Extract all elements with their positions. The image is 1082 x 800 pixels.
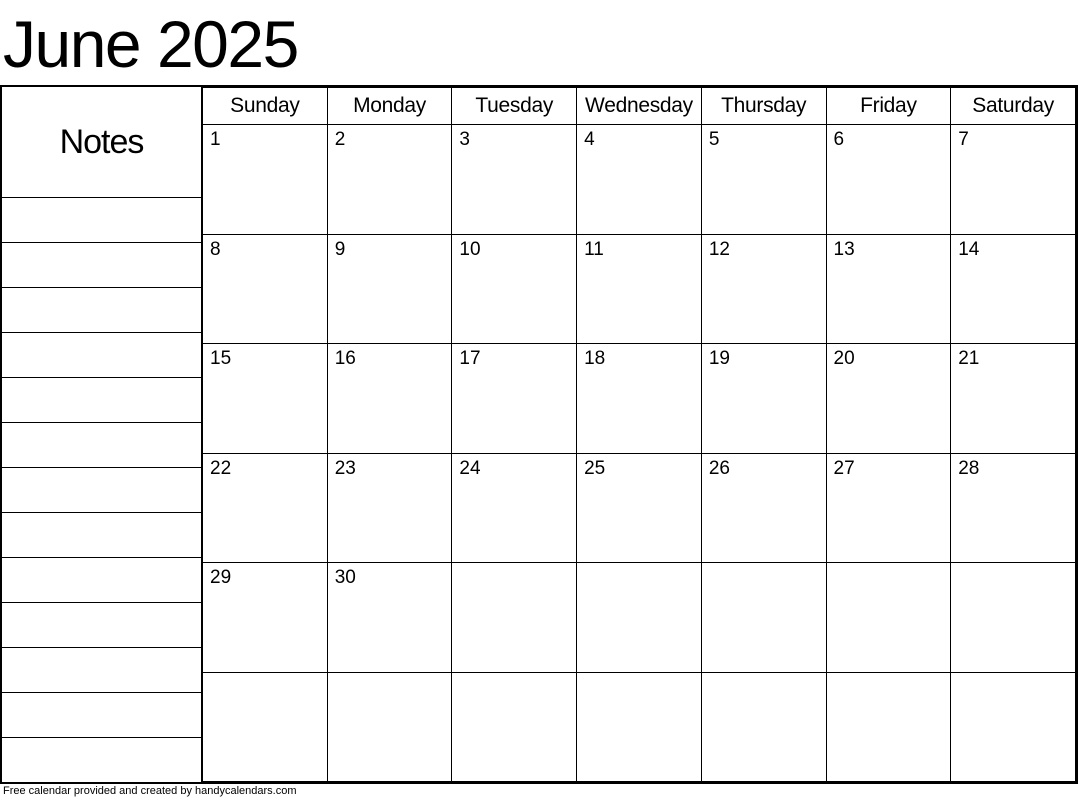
day-cell: 9 — [327, 234, 452, 344]
day-cell: 6 — [826, 125, 951, 235]
notes-ruled-line — [2, 648, 201, 693]
weekday-header-row — [203, 88, 1076, 125]
day-cell — [577, 563, 702, 673]
day-cell: 19 — [701, 344, 826, 454]
day-cell: 17 — [452, 344, 577, 454]
page-title: June 2025 — [3, 7, 298, 81]
day-cell: 27 — [826, 453, 951, 563]
day-cell: 7 — [951, 125, 1076, 235]
day-cell: 2 — [327, 125, 452, 235]
notes-ruled-line — [2, 738, 201, 782]
notes-ruled-line — [2, 333, 201, 378]
day-cell — [577, 672, 702, 782]
day-cell: 12 — [701, 234, 826, 344]
day-cell: 30 — [327, 563, 452, 673]
weekday-header-monday: Monday — [327, 88, 452, 125]
weekday-header-tuesday: Tuesday — [452, 88, 577, 125]
day-cell: 28 — [951, 453, 1076, 563]
notes-ruled-line — [2, 288, 201, 333]
day-cell — [327, 672, 452, 782]
day-cell — [452, 672, 577, 782]
weekday-header-wednesday: Wednesday — [577, 88, 702, 125]
day-cell: 13 — [826, 234, 951, 344]
day-cell — [826, 672, 951, 782]
day-cell: 23 — [327, 453, 452, 563]
notes-ruled-line — [2, 378, 201, 423]
day-cell: 10 — [452, 234, 577, 344]
day-cell: 8 — [203, 234, 328, 344]
day-cell — [951, 672, 1076, 782]
notes-ruled-line — [2, 603, 201, 648]
week-row-5 — [203, 563, 1076, 673]
day-cell: 14 — [951, 234, 1076, 344]
notes-ruled-line — [2, 693, 201, 738]
day-cell — [701, 563, 826, 673]
day-cell: 22 — [203, 453, 328, 563]
day-cell: 3 — [452, 125, 577, 235]
weekday-header-friday: Friday — [826, 88, 951, 125]
week-row-2 — [203, 234, 1076, 344]
weekday-header-sunday: Sunday — [203, 88, 328, 125]
notes-ruled-line — [2, 198, 201, 243]
footer-credit: Free calendar provided and created by handycalendars.com — [3, 785, 297, 797]
notes-panel — [2, 87, 202, 782]
day-cell — [452, 563, 577, 673]
day-cell — [951, 563, 1076, 673]
day-cell: 11 — [577, 234, 702, 344]
week-row-4 — [203, 453, 1076, 563]
day-cell: 21 — [951, 344, 1076, 454]
day-cell — [826, 563, 951, 673]
week-row-6 — [203, 672, 1076, 782]
day-cell: 20 — [826, 344, 951, 454]
week-row-1 — [203, 125, 1076, 235]
day-cell: 26 — [701, 453, 826, 563]
week-row-3 — [203, 344, 1076, 454]
day-cell: 5 — [701, 125, 826, 235]
day-cell: 24 — [452, 453, 577, 563]
day-cell: 15 — [203, 344, 328, 454]
day-cell: 25 — [577, 453, 702, 563]
weekday-header-saturday: Saturday — [951, 88, 1076, 125]
day-cell: 29 — [203, 563, 328, 673]
notes-ruled-line — [2, 243, 201, 288]
notes-title: Notes — [2, 87, 201, 198]
weekday-header-thursday: Thursday — [701, 88, 826, 125]
calendar-board — [0, 85, 1078, 784]
day-cell: 16 — [327, 344, 452, 454]
day-cell: 4 — [577, 125, 702, 235]
notes-ruled-line — [2, 423, 201, 468]
notes-ruled-line — [2, 558, 201, 603]
day-cell: 18 — [577, 344, 702, 454]
calendar-grid — [202, 87, 1076, 782]
notes-ruled-line — [2, 468, 201, 513]
day-cell: 1 — [203, 125, 328, 235]
day-cell — [701, 672, 826, 782]
notes-ruled-line — [2, 513, 201, 558]
day-cell — [203, 672, 328, 782]
